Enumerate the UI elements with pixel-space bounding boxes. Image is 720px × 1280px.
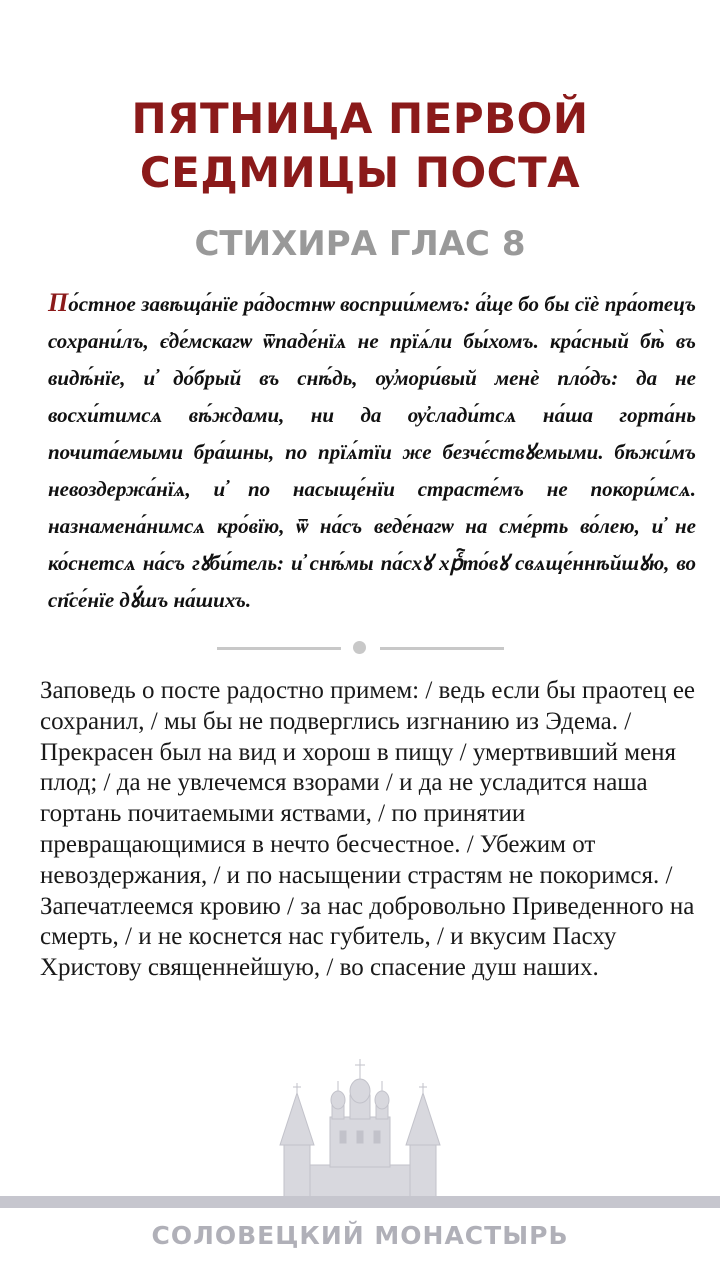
title-line-2: СЕДМИЦЫ ПОСТА — [139, 148, 581, 197]
slavonic-text — [48, 284, 696, 619]
section-divider — [0, 636, 720, 656]
footer-bar — [0, 1196, 720, 1208]
slavonic-body: о́стное завѣща́нїе ра́достнѡ восприи́мемъ: а҆́ще бо бы сїѐ пра́отецъ сохрани́лъ, є҆де́мскагѡ ѿпаде́нїѧ не прїѧ́ли бы́хомъ. кра́сный бѣ̀ въ видѣ́нїе, и҆ до́брый въ снѣ́дь, ѹ҆мори́вый менѐ пло́дъ: да не восхи́тимсѧ вѣ́ждами, ни да ѹ҆слади́тсѧ на́ша горта́нь почита́емыми бра́шны, по прїѧ́тїи же безчє́ствꙋемыми. бѣжи́мъ невоздержа́нїѧ, и҆ по насыще́нїи страсте́мъ не покори́мсѧ. назнамена́нимсѧ кро́вїю, ѿ на́съ веде́нагѡ на сме́рть во́лею, и҆ не ко́снетсѧ на́съ гꙋби́тель: и҆ снѣ́мы па́схꙋ хрⷭ҇то́вꙋ свѧще́ннѣйшꙋю, во сп҃се́нїе дꙋ́шъ на́шихъ. — [48, 292, 696, 612]
translation-text: Заповедь о посте радостно примем: / ведь если бы праотец ее сохранил, / мы бы не подверглись изгнанию из Эдема. / Прекрасен был на вид и хорош в пищу / умертвивший меня плод; / да не увлечемся взорами / и да не усладится наша гортань почитаемыми яствами, / по принятии превращающимися в нечто бесчестное. / Убежим от невоздержания, / и по насыщении страстям не покоримся. / Запечатлеемся кровию / за нас добровольно Приведенного на смерть, / и не коснется нас губитель, / и вкусим Пасху Христову священнейшую, / во спасение душ наших. — [40, 677, 696, 982]
divider-dot — [353, 641, 366, 654]
monastery-icon — [270, 1055, 450, 1205]
title-line-1: ПЯТНИЦА ПЕРВОЙ — [131, 94, 589, 143]
divider-line-left — [217, 647, 341, 650]
drop-initial: П — [48, 288, 69, 317]
page-subtitle: СТИХИРА ГЛАС 8 — [194, 224, 526, 264]
footer-brand: СОЛОВЕЦКИЙ МОНАСТЫРЬ — [151, 1221, 569, 1250]
page-title — [0, 92, 720, 200]
divider-line-right — [380, 647, 504, 650]
